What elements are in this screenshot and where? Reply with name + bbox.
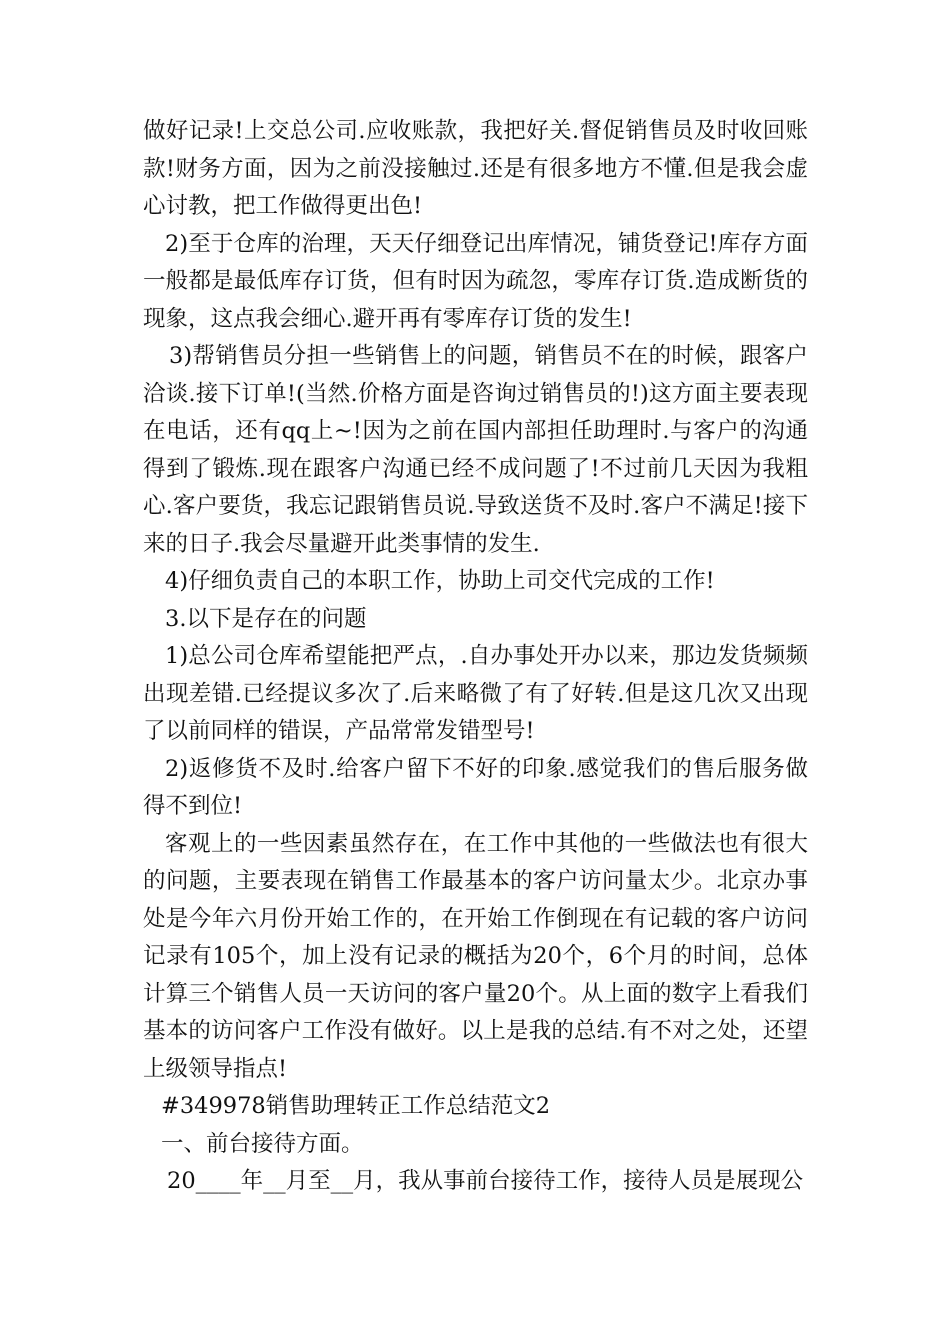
paragraph-own-duties: 4)仔细负责自己的本职工作，协助上司交代完成的工作! <box>165 568 715 594</box>
paragraph-reception-heading: 一、前台接待方面。 <box>161 1130 364 1157</box>
document-body <box>143 113 808 1201</box>
paragraph-problems-heading: 3.以下是存在的问题 <box>165 605 367 632</box>
paragraph-assist-sales: 3)帮销售员分担一些销售上的问题，销售员不在的时候，跟客户洽谈.接下订单!(当然.价格方面是咨询过销售员的!)这方面主要表现在电话，还有qq上~!因为之前在国内部担任助理时.与客户的沟通得到了锻炼.现在跟客户沟通已经不成问题了!不过前几天因为我粗心.客户要货，我忘记跟销售员说.导致送货不及时.客户不满足!接下来的日子.我会尽量避开此类事情的发生. <box>143 343 808 557</box>
paragraph-warehouse-problem: 1)总公司仓库希望能把严点，.自办事处开办以来，那边发货频频出现差错.已经提议多次了.后来略微了有了好转.但是这几次又出现了以前同样的错误，产品常常发错型号! <box>143 643 808 744</box>
paragraph-objective-factors: 客观上的一些因素虽然存在，在工作中其他的一些做法也有很大的问题，主要表现在销售工作最基本的客户访问量太少。北京办事处是今年六月份开始工作的，在开始工作倒现在有记载的客户访问记录有105个，加上没有记录的概括为20个，6个月的时间，总体计算三个销售人员一天访问的客户量20个。从上面的数字上看我们基本的访问客户工作没有做好。以上是我的总结.有不对之处，还望上级领导指点! <box>143 830 808 1082</box>
paragraph-warehouse-management: 2)至于仓库的治理，天天仔细登记出库情况，铺货登记!库存方面一般都是最低库存订货，但有时因为疏忽，零库存订货.造成断货的现象，这点我会细心.避开再有零库存订货的发生! <box>143 230 808 332</box>
paragraph-section-title: #349978销售助理转正工作总结范文2 <box>161 1093 551 1119</box>
paragraph-reception-intro: 20____年__月至__月，我从事前台接待工作，接待人员是展现公 <box>167 1168 804 1194</box>
paragraph-repair-problem: 2)返修货不及时.给客户留下不好的印象.感觉我们的售后服务做得不到位! <box>143 755 808 819</box>
paragraph-records-finance: 做好记录!上交总公司.应收账款，我把好关.督促销售员及时收回账款!财务方面，因为之前没接触过.还是有很多地方不懂.但是我会虚心讨教，把工作做得更出色! <box>143 118 808 219</box>
